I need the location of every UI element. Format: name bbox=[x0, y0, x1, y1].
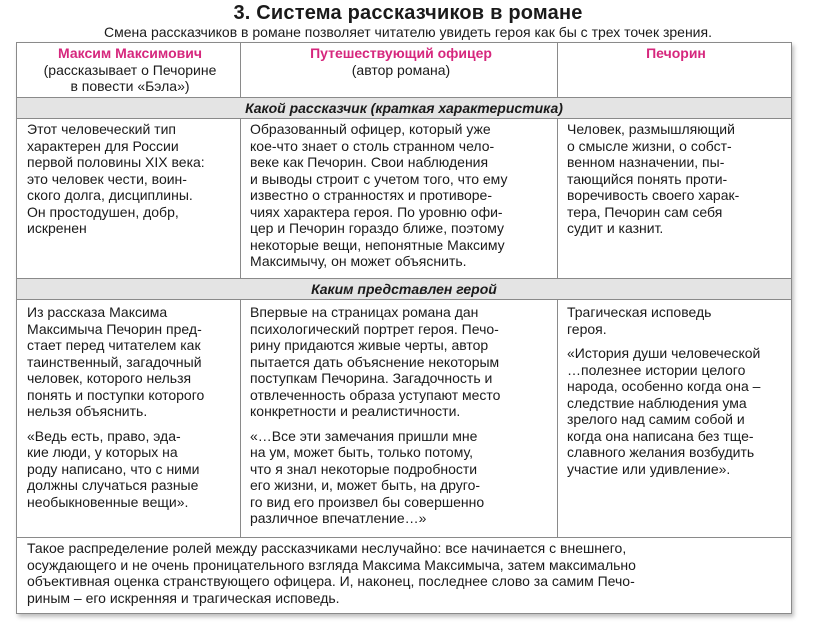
hero-maksim-quote: «Ведь есть, право, эда- кие люди, у которых на роду написано, что с ними должны случаться разные необыкновенные вещи». bbox=[27, 427, 200, 510]
narrator-officer-text: Образованный офицер, который уже кое-что знает о столь странном чело- веке как Печорин. Свои наблюдения и выводы строит с учетом того, что ему известно о странностях и противоре- чиях характера героя. По уровню офи- цер и Печорин гораздо ближе, поэтому некоторые вещи, непонятные Максиму Максимычу, он может объяснить. bbox=[250, 121, 508, 269]
narrators-table bbox=[16, 42, 792, 614]
page-subtitle: Смена рассказчиков в романе позволяет читателю увидеть героя как бы с трех точек зрения. bbox=[104, 24, 712, 40]
hero-pechorin-quote: «История души человеческой …полезнее истории целого народа, особенно когда она – следствие наблюдения ума зрелого над самим собой и когда она написана без тще- славного желания возбудить участие или удивление». bbox=[567, 345, 761, 477]
section-heading-hero: Каким представлен герой bbox=[17, 279, 791, 299]
narrator-pechorin-text: Человек, размышляющий о смысле жизни, о собст- венном назначении, пы- тающийся понять проти- воречивость своего харак- тера, Печорин сам себя судит и казнит. bbox=[567, 121, 740, 236]
narrator-maksim-text: Этот человеческий тип характерен для России первой половины XIX века: это человек чести, воин- ского долга, дисциплины. Он простодушен, добр, искренен bbox=[27, 121, 205, 236]
header-travelling-officer bbox=[247, 45, 555, 78]
hero-officer-description: Впервые на страницах романа дан психологический портрет героя. Печо- рину придаются живые черты, автор пытается дать объяснение некоторым поступкам Печорина. Загадочность и отвлеченность образа уступают место конкретности и реалистичности. bbox=[250, 304, 501, 419]
header-note: (рассказывает о Печорине в повести «Бэла») bbox=[43, 61, 217, 94]
hero-pechorin-cell bbox=[567, 304, 791, 477]
header-name: Печорин bbox=[646, 45, 706, 61]
header-pechorin bbox=[563, 45, 789, 62]
header-name: Путешествующий офицер bbox=[310, 45, 492, 61]
hero-officer-cell bbox=[250, 304, 558, 527]
header-name: Максим Максимович bbox=[58, 45, 202, 61]
section-heading-narrator: Какой рассказчик (краткая характеристика) bbox=[17, 98, 791, 118]
hero-pechorin-description: Трагическая исповедь героя. bbox=[567, 304, 712, 337]
conclusion-text: Такое распределение ролей между рассказчиками неслучайно: все начинается с внешнего, осуждающего и не очень проницательного взгляда Максима Максимыча, затем максимально объективная оценка странствующего офицера. И, наконец, последнее слово за самим Печо- риным – его искренняя и трагическая исповедь. bbox=[27, 540, 636, 606]
hero-maksim-cell bbox=[27, 304, 243, 510]
header-note: (автор романа) bbox=[351, 61, 451, 78]
page-title: 3. Система рассказчиков в романе bbox=[233, 2, 583, 24]
hero-maksim-description: Из рассказа Максима Максимыча Печорин пред- стает перед читателем как таинственный, загадочный человек, которого нельзя понять и поступки которого нельзя объяснить. bbox=[27, 304, 205, 419]
header-maksim-maksimych bbox=[23, 45, 237, 95]
hero-officer-quote: «…Все эти замечания пришли мне на ум, может быть, только потому, что я знал некоторые подробности его жизни, и, может быть, на друго- го вид его произвел бы совершенно различное впечатление…» bbox=[250, 427, 485, 526]
